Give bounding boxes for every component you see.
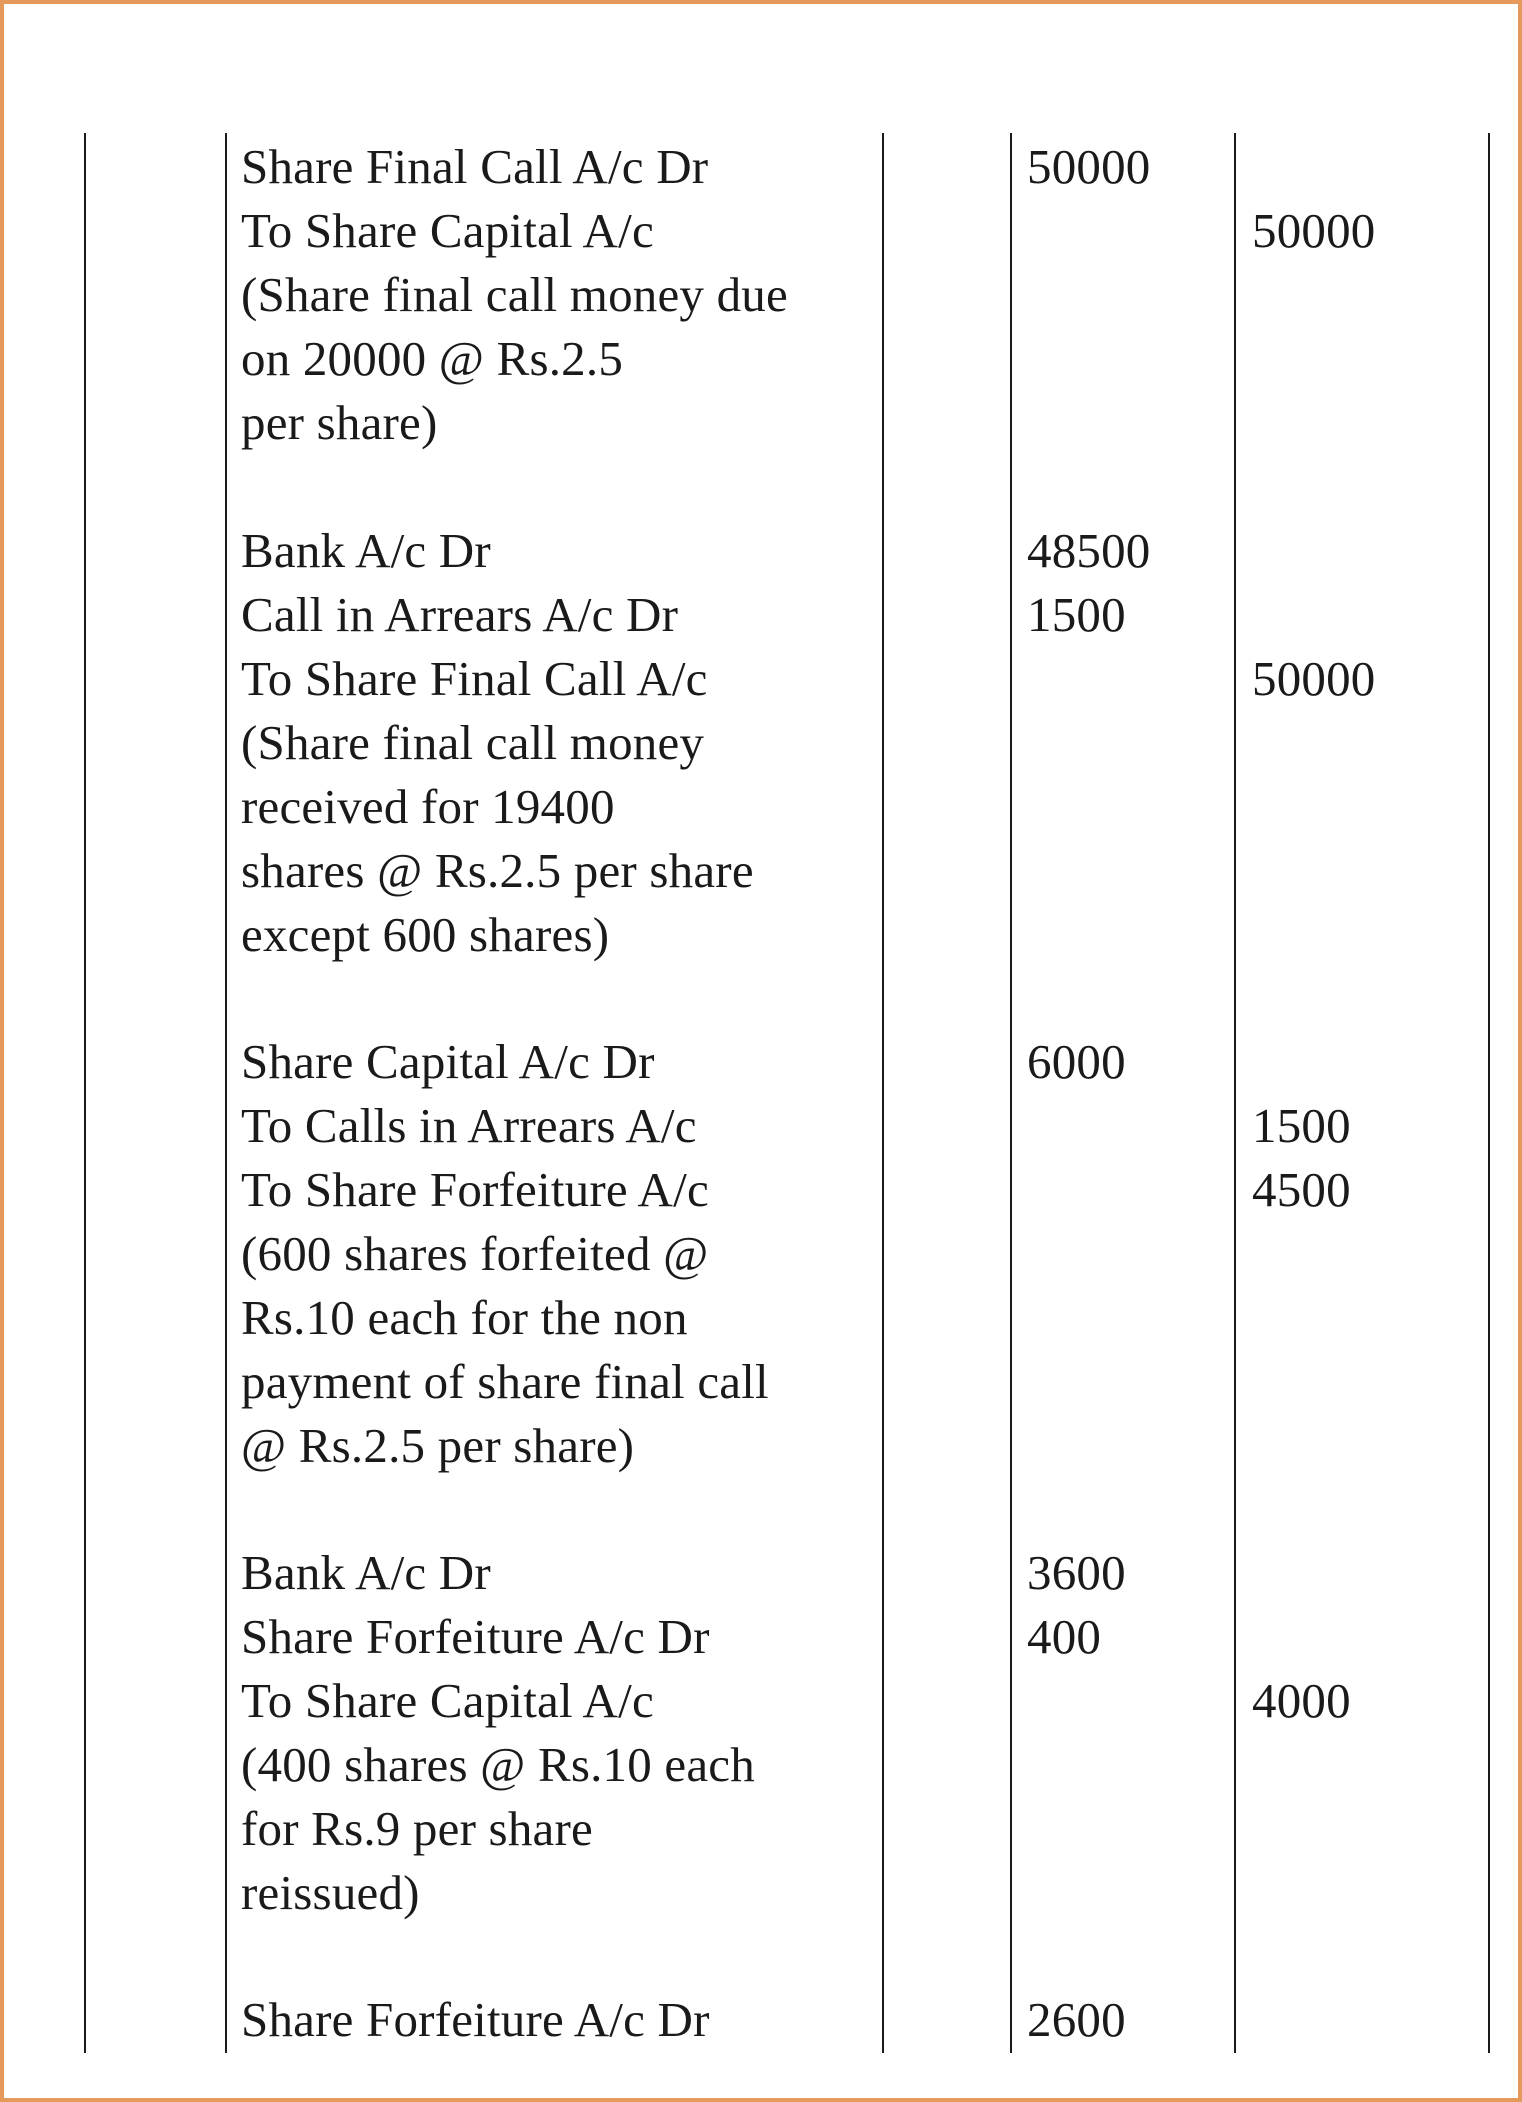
debit-amount: 400 xyxy=(1027,1609,1102,1664)
particulars-line: @ Rs.2.5 per share) xyxy=(241,1418,635,1473)
particulars-line: received for 19400 xyxy=(241,779,615,834)
debit-amount: 3600 xyxy=(1027,1545,1126,1600)
debit-amount: 6000 xyxy=(1027,1034,1126,1089)
column-rule-debit-left xyxy=(1010,133,1012,2053)
particulars-line: Share Forfeiture A/c Dr xyxy=(241,1609,710,1664)
column-rule-right xyxy=(1488,133,1490,2053)
particulars-line: Call in Arrears A/c Dr xyxy=(241,587,679,642)
debit-amount: 1500 xyxy=(1027,587,1126,642)
particulars-line: Share Forfeiture A/c Dr xyxy=(241,1992,710,2047)
column-rule-date-left xyxy=(84,133,86,2053)
particulars-line: on 20000 @ Rs.2.5 xyxy=(241,331,624,386)
particulars-line: To Share Forfeiture A/c xyxy=(241,1162,709,1217)
debit-amount: 2600 xyxy=(1027,1992,1126,2047)
particulars-line: reissued) xyxy=(241,1865,420,1920)
credit-amount: 50000 xyxy=(1252,651,1376,706)
particulars-line: (Share final call money xyxy=(241,715,705,770)
particulars-line: Share Final Call A/c Dr xyxy=(241,139,709,194)
particulars-line: shares @ Rs.2.5 per share xyxy=(241,843,754,898)
particulars-line: Bank A/c Dr xyxy=(241,1545,491,1600)
particulars-line: Rs.10 each for the non xyxy=(241,1290,688,1345)
column-rule-particulars-left xyxy=(225,133,227,2053)
particulars-line: (400 shares @ Rs.10 each xyxy=(241,1737,755,1792)
credit-amount: 4500 xyxy=(1252,1162,1351,1217)
column-rule-credit-left xyxy=(1234,133,1236,2053)
particulars-line: except 600 shares) xyxy=(241,907,610,962)
particulars-line: payment of share final call xyxy=(241,1354,769,1409)
credit-amount: 1500 xyxy=(1252,1098,1351,1153)
debit-amount: 50000 xyxy=(1027,139,1151,194)
particulars-line: (600 shares forfeited @ xyxy=(241,1226,709,1281)
credit-amount: 4000 xyxy=(1252,1673,1351,1728)
particulars-line: To Share Capital A/c xyxy=(241,203,654,258)
particulars-line: To Calls in Arrears A/c xyxy=(241,1098,697,1153)
particulars-line: (Share final call money due xyxy=(241,267,788,322)
debit-amount: 48500 xyxy=(1027,523,1151,578)
particulars-line: To Share Capital A/c xyxy=(241,1673,654,1728)
column-rule-lf-left xyxy=(882,133,884,2053)
particulars-line: per share) xyxy=(241,395,438,450)
particulars-line: Bank A/c Dr xyxy=(241,523,491,578)
particulars-line: for Rs.9 per share xyxy=(241,1801,593,1856)
particulars-line: To Share Final Call A/c xyxy=(241,651,708,706)
credit-amount: 50000 xyxy=(1252,203,1376,258)
particulars-line: Share Capital A/c Dr xyxy=(241,1034,655,1089)
